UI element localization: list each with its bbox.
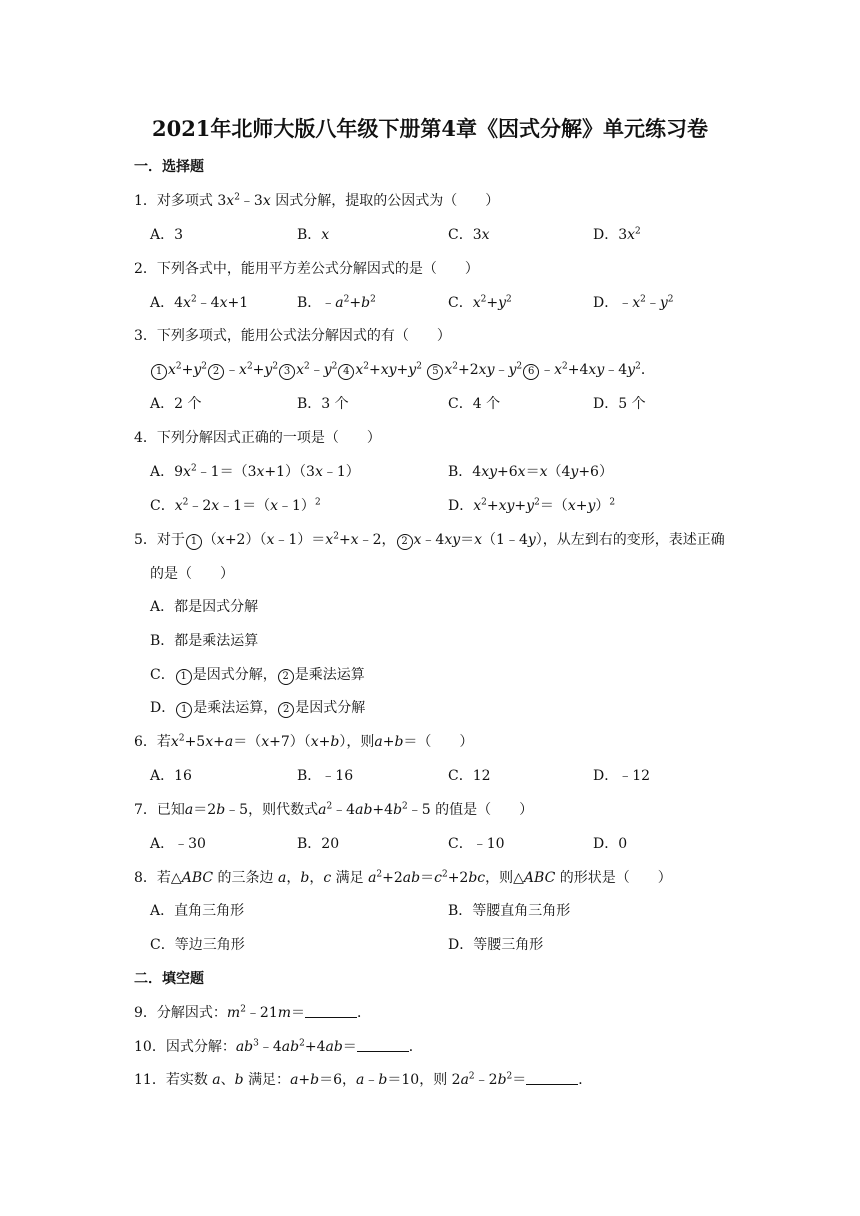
q4-option-d: D．$x^2+xy+y^2=(x+y)^2$: [448, 497, 616, 514]
question-2: 2．下列各式中，能用平方差公式分解因式的是（ ）: [134, 261, 479, 277]
q6-option-b: B．﹣16: [297, 768, 354, 784]
q2-option-c: C．$x^2+y^2$: [448, 294, 512, 311]
q2-option-b: B．$﹣a^2+b^2$: [297, 294, 376, 311]
question-11: 11．若实数 a、b 满足：a+b＝6，a﹣b＝10，则 $2a^2﹣2b^2=$ ．: [134, 1071, 593, 1088]
q5-option-d: D． 1 是乘法运算， 2 是因式分解: [150, 700, 366, 716]
q1-option-c: C．3x: [448, 227, 490, 243]
q7-option-d: D．0: [593, 836, 628, 852]
question-8: 8．若△ABC 的三条边 a，b，c 满足 $a^2+2ab=c^2+2bc$，则△ABC 的形状是（ ）: [134, 869, 672, 886]
q3-option-b: B．3 个: [297, 396, 349, 412]
q8-option-d: D．等腰三角形: [448, 937, 544, 953]
q2-option-d: D．$﹣x^2﹣y^2$: [593, 294, 674, 311]
question-3: 3．下列多项式，能用公式法分解因式的有（ ）: [134, 328, 451, 344]
question-7: 7．已知a＝2b﹣5，则代数式$a^2﹣4ab+4b^2﹣5$ 的值是（ ）: [134, 801, 534, 818]
q5-option-c: C． 1 是因式分解， 2 是乘法运算: [150, 667, 365, 683]
q1-option-a: A．3: [150, 227, 184, 243]
q4-option-c: C．$x^2﹣2x﹣1=(x﹣1)^2$: [150, 497, 321, 514]
question-9: 9．分解因式：$m^2﹣21m=$ ．: [134, 1004, 372, 1021]
question-1: 1．对多项式 $3x^2﹣3x$ 因式分解，提取的公因式为（ ）: [134, 192, 500, 209]
q7-option-c: C．﹣10: [448, 836, 505, 852]
q1-option-d: D．$3x^2$: [593, 226, 641, 243]
q5-option-a: A．都是因式分解: [150, 599, 259, 615]
q8-option-a: A．直角三角形: [150, 903, 245, 919]
q8-option-c: C．等边三角形: [150, 937, 245, 953]
q2-option-a: A．$4x^2﹣4x+1$: [150, 294, 249, 311]
q5-option-b: B．都是乘法运算: [150, 633, 259, 649]
q1-option-b: B．x: [297, 227, 330, 243]
question-4: 4．下列分解因式正确的一项是（ ）: [134, 430, 381, 446]
question-5: 5．对于 1 $(x+2)(x﹣1)=x^2+x﹣2$， 2 x﹣4xy＝x（1﹣4y），从左到右的变形，表述正确: [134, 531, 725, 548]
q3-option-d: D．5 个: [593, 396, 646, 412]
page-title: 2021年北师大版八年级下册第4章《因式分解》单元练习卷: [151, 116, 709, 141]
q7-option-a: A．﹣30: [150, 836, 206, 852]
question-6: 6．若$x^2+5x+a=(x+7)(x+b)$，则a+b＝（ ）: [134, 733, 474, 750]
q3-option-a: A．2 个: [150, 396, 202, 412]
q4-option-b: B．4xy+6x＝x（4y+6）: [448, 464, 613, 480]
question-10: 10．因式分解：$ab^3﹣4ab^2+4ab=$ ．: [134, 1038, 423, 1055]
q7-option-b: B．20: [297, 836, 340, 852]
q6-option-a: A．16: [150, 768, 192, 784]
answer-blank[interactable]: [526, 1072, 578, 1085]
q6-option-d: D．﹣12: [593, 768, 651, 784]
answer-blank[interactable]: [305, 1005, 357, 1018]
section-choice: 一．选择题: [134, 159, 204, 175]
q4-option-a: A．$9x^2﹣1=(3x+1)(3x﹣1)$: [150, 463, 360, 480]
q3-expressions: 1 $x^2+y^2$ 2 $﹣x^2+y^2$ 3 $x^2﹣y^2$ 4 $x^2+xy+y^2$ 5 $x^2+2xy﹣y^2$ 6 $﹣x^2+4xy﹣4y^2$．: [150, 361, 655, 380]
question-5-cont: 的是（ ）: [150, 566, 234, 582]
q3-option-c: C．4 个: [448, 396, 501, 412]
q8-option-b: B．等腰直角三角形: [448, 903, 571, 919]
answer-blank[interactable]: [357, 1039, 409, 1052]
q6-option-c: C．12: [448, 768, 491, 784]
section-fill: 二．填空题: [134, 971, 204, 987]
